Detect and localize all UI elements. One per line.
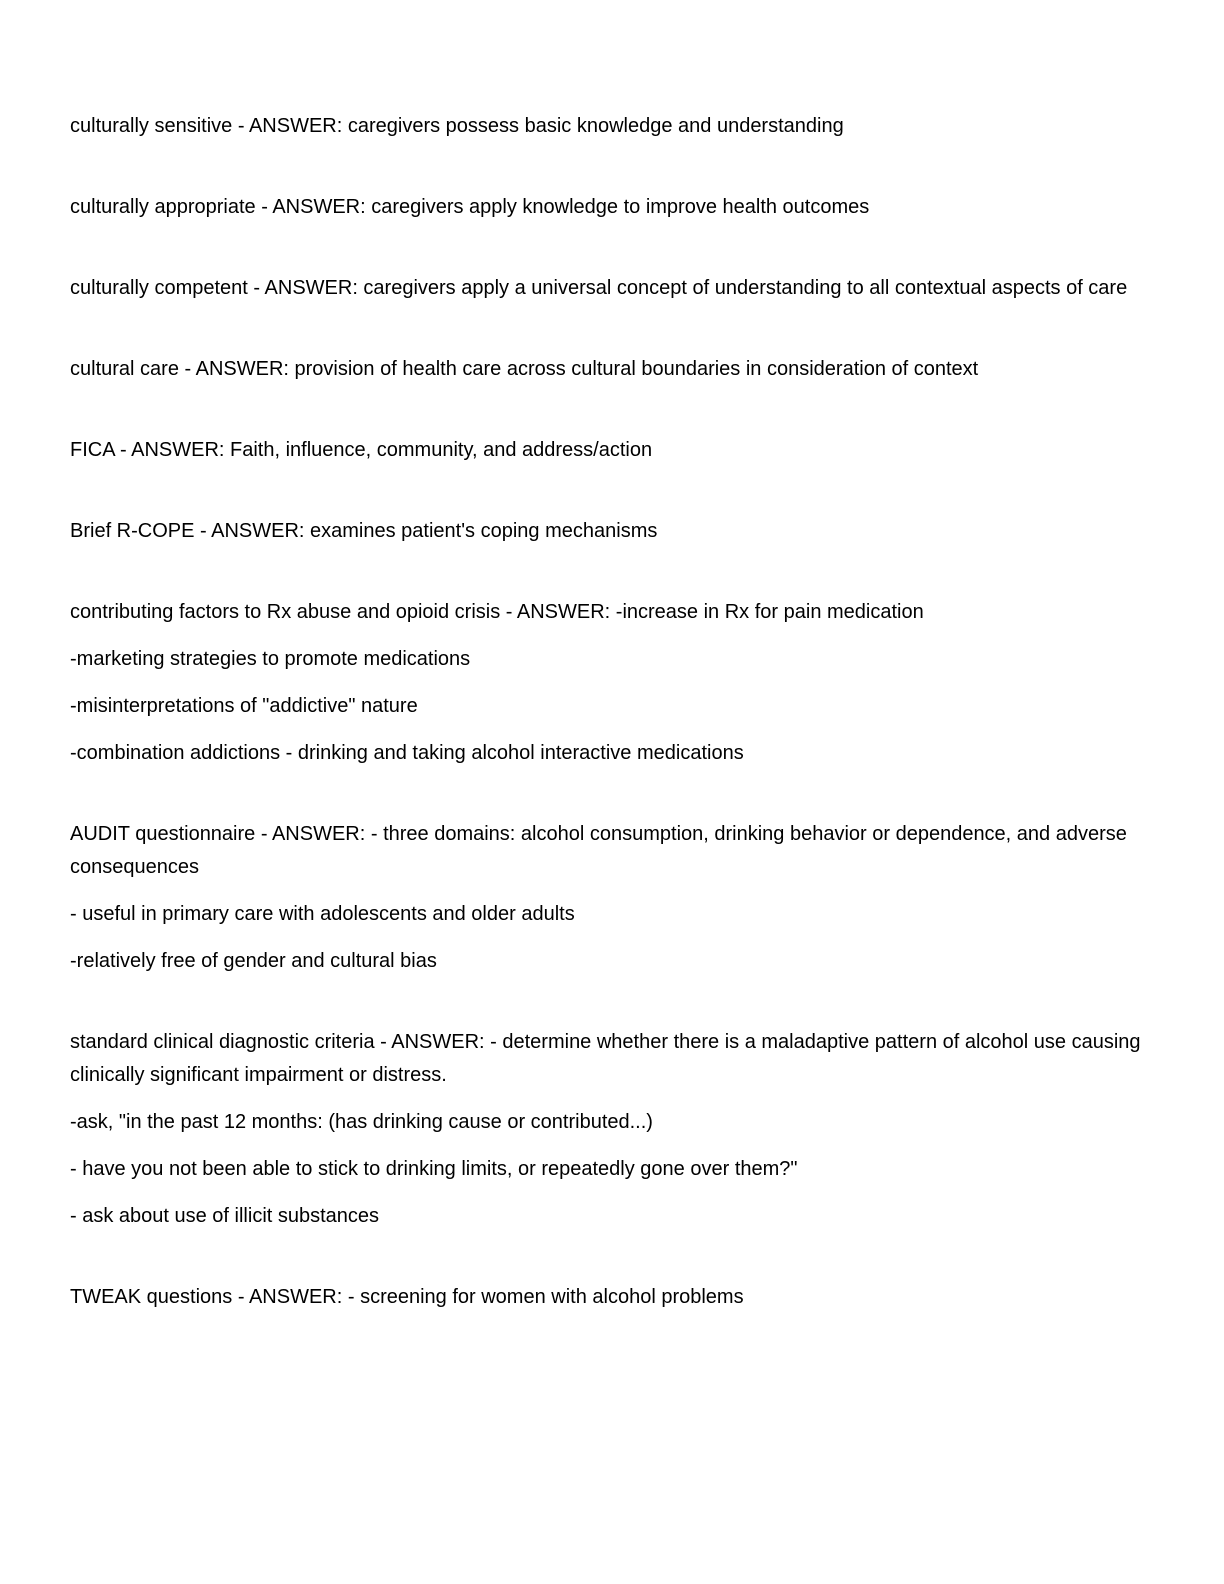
flashcard-text: -combination addictions - drinking and taking alcohol interactive medications (70, 742, 744, 764)
flashcard-text: -relatively free of gender and cultural bias (70, 950, 437, 972)
flashcard-text: -misinterpretations of "addictive" nature (70, 695, 418, 717)
flashcard-text: culturally sensitive - ANSWER: caregivers possess basic knowledge and understanding (70, 115, 844, 137)
flashcard-rx-abuse-factors (70, 596, 1146, 770)
flashcard-fica (70, 434, 1146, 467)
flashcard-text: FICA - ANSWER: Faith, influence, community, and address/action (70, 439, 653, 461)
flashcard-text: cultural care - ANSWER: provision of health care across cultural boundaries in consideration of context (70, 358, 979, 380)
flashcard-text: - useful in primary care with adolescents and older adults (70, 903, 575, 925)
flashcard-text: Brief R-COPE - ANSWER: examines patient's coping mechanisms (70, 520, 658, 542)
flashcard-standard-clinical-diagnostic-criteria (70, 1026, 1146, 1233)
flashcard-text: culturally competent - ANSWER: caregivers apply a universal concept of understanding to all contextual aspects of care (70, 277, 1128, 299)
flashcard-text: contributing factors to Rx abuse and opioid crisis - ANSWER: -increase in Rx for pain medication (70, 601, 924, 623)
flashcard-culturally-competent (70, 272, 1146, 305)
flashcard-text: TWEAK questions - ANSWER: - screening for women with alcohol problems (70, 1286, 744, 1308)
flashcard-audit-questionnaire (70, 818, 1146, 978)
flashcard-text: AUDIT questionnaire - ANSWER: - three domains: alcohol consumption, drinking behavior or dependence, and adverse consequences (70, 823, 1127, 878)
flashcard-text: - have you not been able to stick to drinking limits, or repeatedly gone over them?" (70, 1158, 798, 1180)
flashcard-text: -marketing strategies to promote medications (70, 648, 471, 670)
flashcard-culturally-sensitive (70, 110, 1146, 143)
flashcard-text: standard clinical diagnostic criteria - ANSWER: - determine whether there is a maladaptive pattern of alcohol use causing clinically significant impairment or distress. (70, 1031, 1141, 1086)
flashcard-tweak-questions (70, 1281, 1146, 1314)
flashcard-text: -ask, "in the past 12 months: (has drinking cause or contributed...) (70, 1111, 653, 1133)
flashcard-brief-r-cope (70, 515, 1146, 548)
flashcard-culturally-appropriate (70, 191, 1146, 224)
flashcard-text: culturally appropriate - ANSWER: caregivers apply knowledge to improve health outcomes (70, 196, 870, 218)
flashcard-cultural-care (70, 353, 1146, 386)
flashcard-text: - ask about use of illicit substances (70, 1205, 380, 1227)
